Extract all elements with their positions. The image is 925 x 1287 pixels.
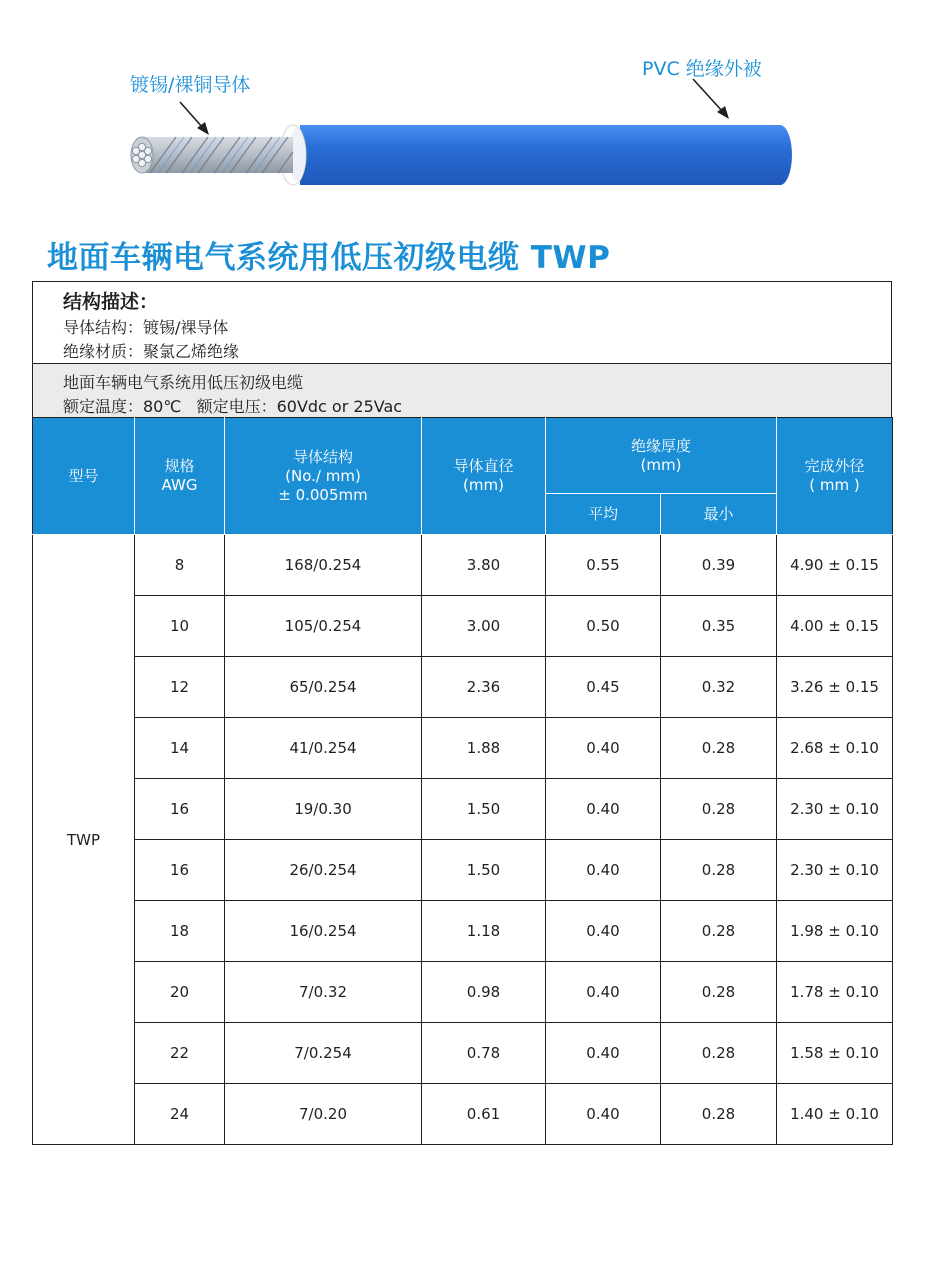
pvc-insulation <box>280 125 792 185</box>
cell-min: 0.28 <box>661 1023 777 1084</box>
cell-structure: 105/0.254 <box>225 596 422 657</box>
table-row <box>33 718 893 779</box>
structure-description-box <box>32 281 892 363</box>
cell-avg: 0.40 <box>546 718 661 779</box>
cell-min: 0.28 <box>661 901 777 962</box>
cell-avg: 0.40 <box>546 779 661 840</box>
header-diameter-line1: 导体直径 <box>453 457 514 475</box>
header-thickness-line2: (mm) <box>640 455 682 474</box>
conductor-structure-text: 导体结构：镀锡/裸导体 <box>63 318 229 337</box>
table-row <box>33 962 893 1023</box>
cell-diameter: 0.78 <box>422 1023 546 1084</box>
cell-structure: 41/0.254 <box>225 718 422 779</box>
cell-outer: 2.30 ± 0.10 <box>777 840 893 901</box>
cell-min: 0.28 <box>661 779 777 840</box>
cell-awg: 24 <box>135 1084 225 1145</box>
header-outer-diameter <box>777 418 893 535</box>
cable-illustration <box>0 0 925 230</box>
cell-diameter: 2.36 <box>422 657 546 718</box>
cell-outer: 2.68 ± 0.10 <box>777 718 893 779</box>
header-structure-line3: ± 0.005mm <box>278 485 368 504</box>
cell-avg: 0.55 <box>546 535 661 596</box>
insulation-label: PVC 绝缘外被 <box>642 58 762 80</box>
insulation-material-text: 绝缘材质：聚氯乙烯绝缘 <box>63 342 240 361</box>
table-row <box>33 596 893 657</box>
cell-diameter: 1.18 <box>422 901 546 962</box>
cell-awg: 12 <box>135 657 225 718</box>
cell-outer: 2.30 ± 0.10 <box>777 779 893 840</box>
cell-awg: 16 <box>135 779 225 840</box>
cell-min: 0.32 <box>661 657 777 718</box>
table-row <box>33 1023 893 1084</box>
cell-structure: 7/0.20 <box>225 1084 422 1145</box>
rating-text: 额定温度：80℃ 额定电压：60Vdc or 25Vac <box>63 397 403 416</box>
cell-min: 0.28 <box>661 1084 777 1145</box>
cell-outer: 1.98 ± 0.10 <box>777 901 893 962</box>
cell-diameter: 0.61 <box>422 1084 546 1145</box>
table-row <box>33 1084 893 1145</box>
model-cell: TWP <box>33 535 135 1145</box>
cell-outer: 1.78 ± 0.10 <box>777 962 893 1023</box>
cell-awg: 14 <box>135 718 225 779</box>
cell-structure: 65/0.254 <box>225 657 422 718</box>
header-thickness-min: 最小 <box>661 494 777 535</box>
cell-outer: 3.26 ± 0.15 <box>777 657 893 718</box>
cell-outer: 1.40 ± 0.10 <box>777 1084 893 1145</box>
conductor-label: 镀锡/裸铜导体 <box>130 74 251 96</box>
conductor-pointer-arrow <box>180 102 209 135</box>
header-structure-line2: (No./ mm) <box>285 466 361 485</box>
cell-outer: 4.00 ± 0.15 <box>777 596 893 657</box>
page-title: 地面车辆电气系统用低压初级电缆 TWP <box>47 240 611 276</box>
table-row <box>33 657 893 718</box>
cell-avg: 0.40 <box>546 840 661 901</box>
spec-table <box>32 417 893 1145</box>
cell-avg: 0.40 <box>546 962 661 1023</box>
header-diameter <box>422 418 546 535</box>
cell-min: 0.35 <box>661 596 777 657</box>
header-awg <box>135 418 225 535</box>
table-row <box>33 901 893 962</box>
header-thickness-line1: 绝缘厚度 <box>631 436 692 455</box>
cell-awg: 8 <box>135 535 225 596</box>
cell-diameter: 1.88 <box>422 718 546 779</box>
cell-awg: 20 <box>135 962 225 1023</box>
cell-min: 0.39 <box>661 535 777 596</box>
header-model: 型号 <box>33 418 135 535</box>
header-awg-line1: 规格 <box>164 457 195 475</box>
cell-diameter: 1.50 <box>422 840 546 901</box>
cell-diameter: 3.00 <box>422 596 546 657</box>
header-thickness <box>546 418 777 494</box>
cell-min: 0.28 <box>661 962 777 1023</box>
header-diameter-line2: (mm) <box>463 476 504 494</box>
tinned-copper-conductor <box>131 137 293 173</box>
cell-min: 0.28 <box>661 718 777 779</box>
cell-diameter: 3.80 <box>422 535 546 596</box>
header-outer-line2: ( mm ) <box>809 476 860 494</box>
header-structure-line1: 导体结构 <box>292 447 353 466</box>
insulation-pointer-arrow <box>693 79 729 119</box>
cell-avg: 0.50 <box>546 596 661 657</box>
cell-structure: 26/0.254 <box>225 840 422 901</box>
cell-min: 0.28 <box>661 840 777 901</box>
cell-awg: 10 <box>135 596 225 657</box>
cell-structure: 7/0.32 <box>225 962 422 1023</box>
header-outer-line1: 完成外径 <box>804 457 865 475</box>
cell-avg: 0.40 <box>546 1084 661 1145</box>
cell-outer: 1.58 ± 0.10 <box>777 1023 893 1084</box>
cell-awg: 16 <box>135 840 225 901</box>
cell-structure: 19/0.30 <box>225 779 422 840</box>
cell-awg: 22 <box>135 1023 225 1084</box>
rating-box <box>32 363 892 417</box>
cell-structure: 16/0.254 <box>225 901 422 962</box>
description-heading: 结构描述： <box>63 291 159 313</box>
cell-avg: 0.45 <box>546 657 661 718</box>
table-row <box>33 535 893 596</box>
cell-awg: 18 <box>135 901 225 962</box>
header-structure <box>225 418 422 535</box>
cell-structure: 168/0.254 <box>225 535 422 596</box>
table-row <box>33 779 893 840</box>
cell-avg: 0.40 <box>546 1023 661 1084</box>
cell-avg: 0.40 <box>546 901 661 962</box>
cell-structure: 7/0.254 <box>225 1023 422 1084</box>
spec-table-body <box>33 535 893 1145</box>
cell-outer: 4.90 ± 0.15 <box>777 535 893 596</box>
header-thickness-avg: 平均 <box>546 494 661 535</box>
cell-diameter: 1.50 <box>422 779 546 840</box>
cell-diameter: 0.98 <box>422 962 546 1023</box>
table-row <box>33 840 893 901</box>
header-awg-line2: AWG <box>161 476 198 494</box>
product-name-text: 地面车辆电气系统用低压初级电缆 <box>63 373 304 392</box>
